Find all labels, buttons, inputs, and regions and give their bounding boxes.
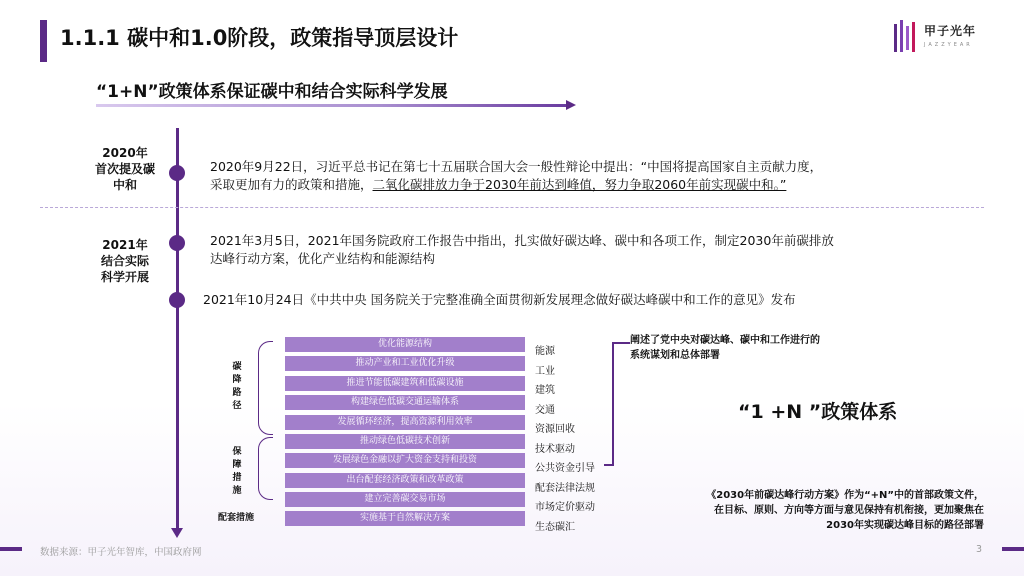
subtitle-underline <box>96 104 566 107</box>
footer-accent-left <box>0 547 22 551</box>
guarantee-label-char: 措 <box>232 473 242 483</box>
subtitle-arrow-icon <box>566 100 576 110</box>
guarantee-brace <box>258 437 273 500</box>
path-group-label <box>231 361 243 413</box>
note-bottom-line1: 《2030年前碳达峰行动方案》作为“+N”中的首部政策文件， <box>706 490 984 501</box>
brand-logo <box>893 18 1003 62</box>
category-item: 能源 <box>535 346 555 357</box>
note-bottom <box>620 488 984 533</box>
measure-bar: 优化能源结构 <box>285 337 525 352</box>
category-item: 建筑 <box>535 385 555 396</box>
footer-accent-right <box>1002 547 1024 551</box>
year-2021-line3: 科学开展 <box>100 270 149 284</box>
path-label-char: 路 <box>232 388 242 398</box>
path-label-char: 径 <box>232 401 242 411</box>
path-label-char: 碳 <box>232 362 242 372</box>
category-item: 技术驱动 <box>535 443 575 455</box>
year-2021-line2: 结合实际 <box>100 254 149 268</box>
category-item: 资源回收 <box>535 424 575 435</box>
section-subtitle: “1+N”政策体系保证碳中和结合实际科学发展 <box>96 82 448 102</box>
timeline-dot-2021-march <box>169 235 185 251</box>
entry-2021-march-line2: 达峰行动方案，优化产业结构和能源结构 <box>210 251 436 266</box>
measure-bar: 出台配套经济政策和改革政策 <box>285 473 525 488</box>
note-top-line1: 阐述了党中央对碳达峰、碳中和工作进行的 <box>630 335 820 346</box>
measure-bar: 建立完善碳交易市场 <box>285 492 525 507</box>
category-item: 生态碳汇 <box>535 521 575 533</box>
connector-stub <box>604 464 614 466</box>
year-2020-line3: 中和 <box>112 178 137 192</box>
path-label-char: 降 <box>232 375 242 385</box>
note-bottom-line2: 在目标、原则、方向等方面与意见保持有机衔接，更加聚焦在 <box>714 505 984 516</box>
timeline-arrow-icon <box>171 528 183 538</box>
note-bottom-line3: 2030年实现碳达峰目标的路径部署 <box>826 520 984 531</box>
logo-icon <box>893 18 921 58</box>
category-item: 工业 <box>535 365 555 377</box>
timeline-axis <box>176 128 179 530</box>
note-top <box>630 333 820 363</box>
logo-subtext: JAZZYEAR <box>924 42 973 48</box>
data-source: 数据来源：甲子光年智库，中国政府网 <box>40 547 202 558</box>
measure-bar: 发展循环经济，提高资源利用效率 <box>285 415 525 430</box>
guarantee-group-label <box>231 446 243 498</box>
year-2020-line2: 首次提及碳 <box>94 162 155 176</box>
category-item: 公共资金引导 <box>535 463 595 474</box>
measure-bar: 推动绿色低碳技术创新 <box>285 434 525 449</box>
measure-bar: 推动产业和工业优化升级 <box>285 356 525 371</box>
measure-bar: 实施基于自然解决方案 <box>285 511 525 526</box>
connector-vertical <box>612 342 614 466</box>
entry-2021-october: 2021年10月24日《中共中央 国务院关于完整准确全面贯彻新发展理念做好碳达峰碳中和工作的意见》发布 <box>203 292 796 307</box>
entry-2021-march-line1: 2021年3月5日，2021年国务院政府工作报告中指出，扎实做好碳达峰、碳中和各项工作，制定2030年前碳排放 <box>210 233 834 248</box>
guarantee-label-char: 施 <box>232 486 242 496</box>
title-accent-bar <box>40 20 47 62</box>
category-item: 市场定价驱动 <box>535 502 595 513</box>
page-number: 3 <box>976 544 983 555</box>
measure-bar: 构建绿色低碳交通运输体系 <box>285 395 525 410</box>
logo-text: 甲子光年 <box>924 24 977 38</box>
entry-2020-line2-underlined: 二氧化碳排放力争于2030年前达到峰值，努力争取2060年前实现碳中和。” <box>372 177 787 192</box>
year-label-2021 <box>80 237 170 285</box>
page-title: 1.1.1 碳中和1.0阶段，政策指导顶层设计 <box>60 26 459 50</box>
year-2021-line1: 2021年 <box>102 238 148 252</box>
entry-2020-line1: 2020年9月22日，习近平总书记在第七十五届联合国大会一般性辩论中提出：“中国将提高国家自主贡献力度， <box>210 159 823 174</box>
support-group-label: 配套措施 <box>218 513 255 523</box>
policy-system-label: “1 +N ”政策体系 <box>738 401 898 423</box>
year-2020-line1: 2020年 <box>102 146 148 160</box>
timeline-dot-2021-october <box>169 292 185 308</box>
measure-bar: 发展绿色金融以扩大资金支持和投资 <box>285 453 525 468</box>
category-list <box>535 342 595 537</box>
category-item: 配套法律法规 <box>535 482 595 494</box>
entry-2020-line2-plain: 采取更加有力的政策和措施， <box>210 177 373 192</box>
entry-2021-march <box>210 232 834 268</box>
note-top-line2: 系统谋划和总体部署 <box>630 350 720 361</box>
guarantee-label-char: 保 <box>232 447 242 457</box>
entry-2020-line2 <box>210 176 822 194</box>
path-brace <box>258 341 273 435</box>
timeline-dot-2020 <box>169 165 185 181</box>
measure-bar: 推进节能低碳建筑和低碳设施 <box>285 376 525 391</box>
connector-top <box>614 342 630 344</box>
period-divider <box>40 207 984 208</box>
year-label-2020 <box>80 145 170 193</box>
category-item: 交通 <box>535 404 555 416</box>
guarantee-label-char: 障 <box>232 460 242 470</box>
entry-2020 <box>210 158 822 194</box>
